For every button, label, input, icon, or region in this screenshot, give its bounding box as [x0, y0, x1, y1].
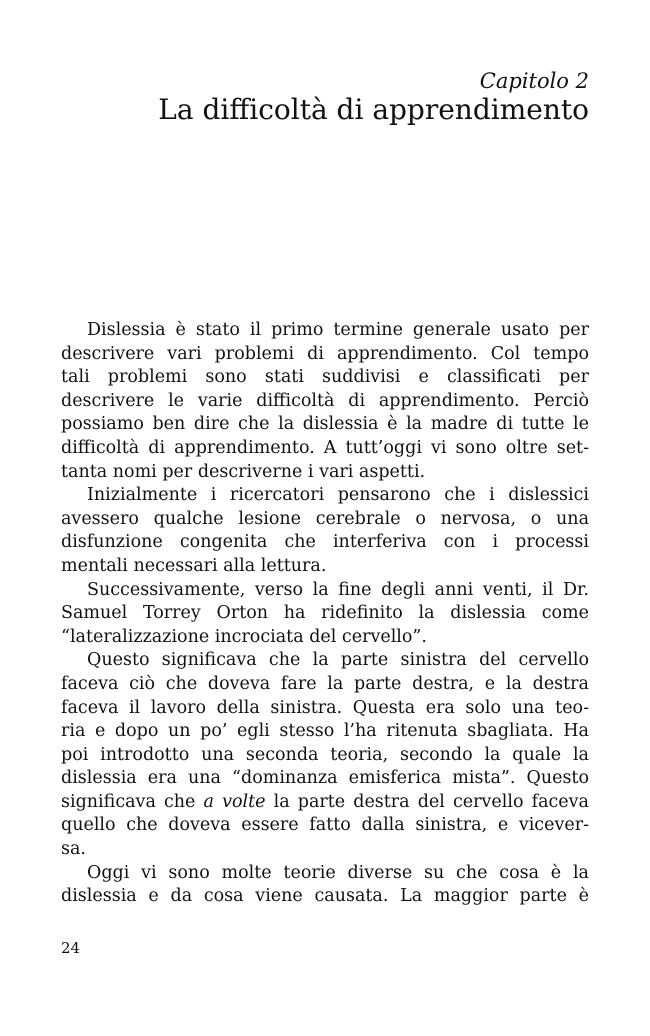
text-line: poi introdotto una seconda teoria, secondo la quale la — [61, 744, 589, 765]
text-line: tanta nomi per descriverne i vari aspetti. — [61, 461, 426, 482]
text-line: possiamo ben dire che la dislessia è la madre di tutte le — [61, 414, 589, 435]
text-line: quello che doveva essere fatto dalla sinistra, e vicever- — [61, 815, 589, 836]
text-line: difficoltà di apprendimento. A tutt’oggi vi sono oltre set- — [61, 437, 589, 458]
text-line: dislessia era una “dominanza emisferica mista”. Questo — [61, 768, 589, 789]
text-line: Samuel Torrey Orton ha ridefinito la dislessia come — [61, 603, 589, 624]
body-text — [61, 319, 589, 909]
text-segment: significava che — [61, 791, 204, 812]
chapter-label: Capitolo 2 — [479, 69, 589, 93]
text-line: Successivamente, verso la fine degli anni venti, il Dr. — [87, 579, 589, 600]
text-segment: la parte destra del cervello faceva — [265, 791, 589, 812]
italic-phrase: a volte — [203, 791, 266, 812]
text-line: Questo significava che la parte sinistra del cervello — [87, 650, 589, 671]
text-line-with-italic — [61, 791, 589, 815]
text-line: Dislessia è stato il primo termine generale usato per — [87, 320, 589, 340]
page-number: 24 — [61, 939, 81, 957]
text-line: descrivere vari problemi di apprendimento. Col tempo — [61, 343, 589, 364]
text-line: “lateralizzazione incrociata del cervello”. — [61, 626, 427, 647]
text-line: Inizialmente i ricercatori pensarono che i dislessici — [87, 485, 589, 506]
text-line: Oggi vi sono molte teorie diverse su che cosa è la — [87, 862, 589, 883]
text-line: ria e dopo un po’ egli stesso l’ha ritenuta sbagliata. Ha — [61, 721, 589, 742]
text-line: disfunzione congenita che interferiva con i processi — [61, 532, 589, 553]
text-line: dislessia e da cosa viene causata. La maggior parte è — [61, 886, 589, 907]
chapter-title: La difficoltà di apprendimento — [158, 93, 589, 126]
text-line: mentali necessari alla lettura. — [61, 555, 327, 576]
text-line: faceva il lavoro della sinistra. Questa era solo una teo- — [61, 697, 589, 718]
text-line: tali problemi sono stati suddivisi e classificati per — [61, 367, 589, 388]
text-line: descrivere le varie difficoltà di apprendimento. Perciò — [61, 390, 589, 411]
text-line: faceva ciò che doveva fare la parte destra, e la destra — [61, 673, 589, 694]
text-line: avessero qualche lesione cerebrale o nervosa, o una — [61, 508, 589, 529]
text-line: sa. — [61, 839, 86, 860]
